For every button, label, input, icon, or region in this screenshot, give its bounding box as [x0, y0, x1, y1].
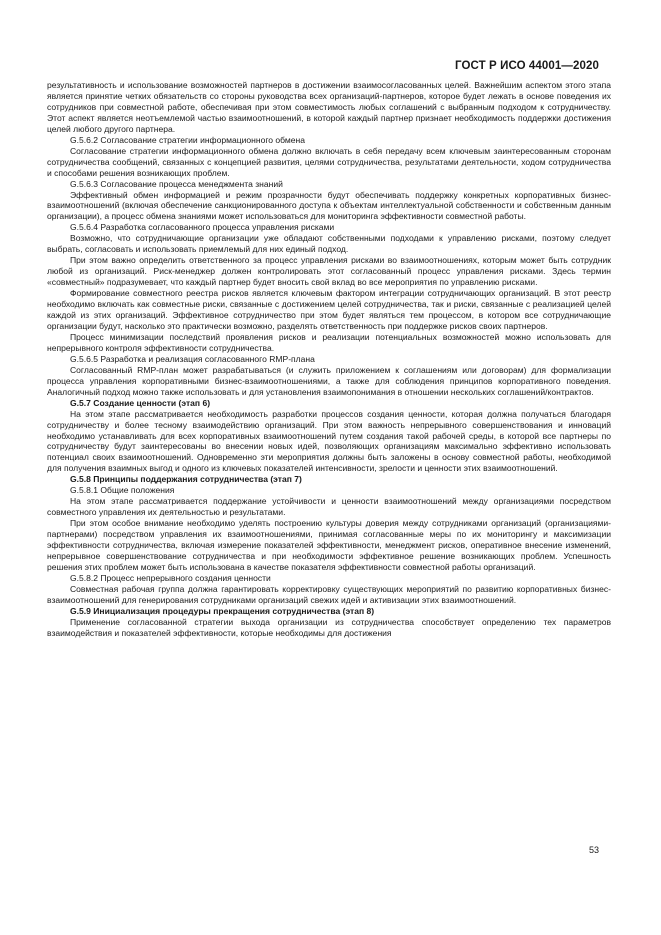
page-number: 53: [588, 845, 599, 855]
subsection-heading: G.5.6.2 Согласование стратегии информационного обмена: [70, 134, 305, 145]
subsection-heading: G.5.6.3 Согласование процесса менеджмента знаний: [70, 178, 283, 189]
document-body: [47, 80, 611, 639]
paragraph: Возможно, что сотрудничающие организации уже обладают собственными подходами к управлению рисками, поэтому следует выбрать, согласовать и использовать приемлемый для них единый подход.: [47, 233, 611, 255]
paragraph: При этом важно определить ответственного за процесс управления рисками во взаимоотношениях, которым может быть сотрудник любой из организаций. Риск-менеджер должен контролировать этот согласованный процесс управления рисками. Здесь термин «совместный» подразумевает, что каждый партнер будет вносить свой вклад во все мероприятия по управлению рисками.: [47, 255, 611, 288]
document-header: ГОСТ Р ИСО 44001—2020: [454, 60, 599, 72]
subsection-heading: G.5.6.5 Разработка и реализация согласованного RMP-плана: [70, 353, 315, 364]
paragraph: Процесс минимизации последствий проявления рисков и реализации потенциальных возможностей можно использовать для непрерывного контроля эффективности сотрудничества.: [47, 331, 611, 353]
paragraph: Эффективный обмен информацией и режим прозрачности будут обеспечивать поддержку конкретных корпоративных бизнес-взаимоотношений (включая обеспечение санкционированного доступа к объектам интеллектуальной собственности и собственным данным организации), а процесс обмена знаниями может использоваться для мониторинга эффективности совместной работы.: [47, 189, 611, 222]
section-heading: G.5.8 Принципы поддержания сотрудничества (этап 7): [70, 474, 302, 485]
paragraph: Согласование стратегии информационного обмена должно включать в себя передачу всем ключевым заинтересованным сторонам сотрудничества сообщений, связанных с концепцией развития, целями сотрудничества, результатами деятельности, ходом сотрудничества и способами решения возникающих проблем.: [47, 145, 611, 178]
subsection-heading: G.5.8.2 Процесс непрерывного создания ценности: [70, 572, 271, 583]
paragraph: На этом этапе рассматривается необходимость разработки процессов создания ценности, которая должна получаться благодаря сотрудничеству и более тесному взаимодействию организаций. При этом важность непрерывного совершенствования и инноваций необходимо устанавливать для всех корпоративных взаимоотношений путем создания такой рабочей среды, в которой все партнеры по сотрудничеству будут заинтересованы во внесении новых идей, позволяющих организациям максимально эффективно использовать потенциал своих взаимоотношений. Одновременно эти мероприятия должны быть заложены в основу совместной работы, необходимой для получения взаимных выгод и одного из ключевых показателей интенсивности, зрелости и ценности этих взаимоотношений.: [47, 408, 611, 474]
paragraph: Совместная рабочая группа должна гарантировать корректировку существующих мероприятий по развитию корпоративных бизнес-взаимоотношений для генерирования сотрудниками организаций свежих идей и активизации этих взаимоотношений.: [47, 583, 611, 605]
subsection-heading: G.5.8.1 Общие положения: [70, 485, 175, 496]
paragraph: Применение согласованной стратегии выхода организации из сотрудничества способствует определению тех параметров взаимодействия и показателей эффективности, которые необходимы для достижения: [47, 616, 611, 638]
section-heading: G.5.7 Создание ценности (этап 6): [70, 397, 211, 408]
paragraph: На этом этапе рассматривается поддержание устойчивости и ценности взаимоотношений между организациями посредством совместного управления их деятельностью и результатами.: [47, 496, 611, 518]
paragraph: Формирование совместного реестра рисков является ключевым фактором интеграции сотрудничающих организаций. В этот реестр необходимо включать как совместные риски, связанные с достижением целей сотрудничества, так и риски, связанные с реализацией целей каждой из этих организаций. Эффективное сотрудничество при этом будет являться тем процессом, в котором все сотрудничающие организации будут, насколько это практически возможно, разделять ответственность при поддержке рисков своих партнеров.: [47, 288, 611, 331]
paragraph: Согласованный RMP-план может разрабатываться (и служить приложением к соглашениям или договорам) для формализации процесса управления корпоративными бизнес-взаимоотношениями, а также для соблюдения принципов корпоративного поведения. Аналогичный подход можно также использовать и для установления взаимопонимания в отношении нескольких соглашений/контрактов.: [47, 364, 611, 397]
section-heading: G.5.9 Инициализация процедуры прекращения сотрудничества (этап 8): [70, 605, 375, 616]
paragraph-continuation: результативность и использование возможностей партнеров в достижении взаимосогласованных целей. Важнейшим аспектом этого этапа является принятие четких обязательств со стороны руководства всех организаций-партнеров, которое будет лежать в основе поведения их сотрудников при совместной работе, обеспечивая при этом совместимость любых соглашений с выбранным подходом к сотрудничеству. Этот аспект является неотъемлемой частью взаимоотношений, в которой каждый партнер признает необходимость поддержки достижения целей любого другого партнера.: [47, 80, 611, 134]
subsection-heading: G.5.6.4 Разработка согласованного процесса управления рисками: [70, 222, 335, 233]
paragraph: При этом особое внимание необходимо уделять построению культуры доверия между сотрудниками организаций (организациями-партнерами) посредством управления их взаимоотношениями, принимая согласованные меры по их мониторингу и максимизации эффективности сотрудничества, включая измерение показателей эффективности, менеджмент рисков, оперативное внесение изменений, непрерывное совершенствование сотрудничества и при необходимости эффективное решение возникающих проблем. Успешность решения этих проблем может быть использована в качестве показателя эффективности совместной работы организаций.: [47, 518, 611, 572]
